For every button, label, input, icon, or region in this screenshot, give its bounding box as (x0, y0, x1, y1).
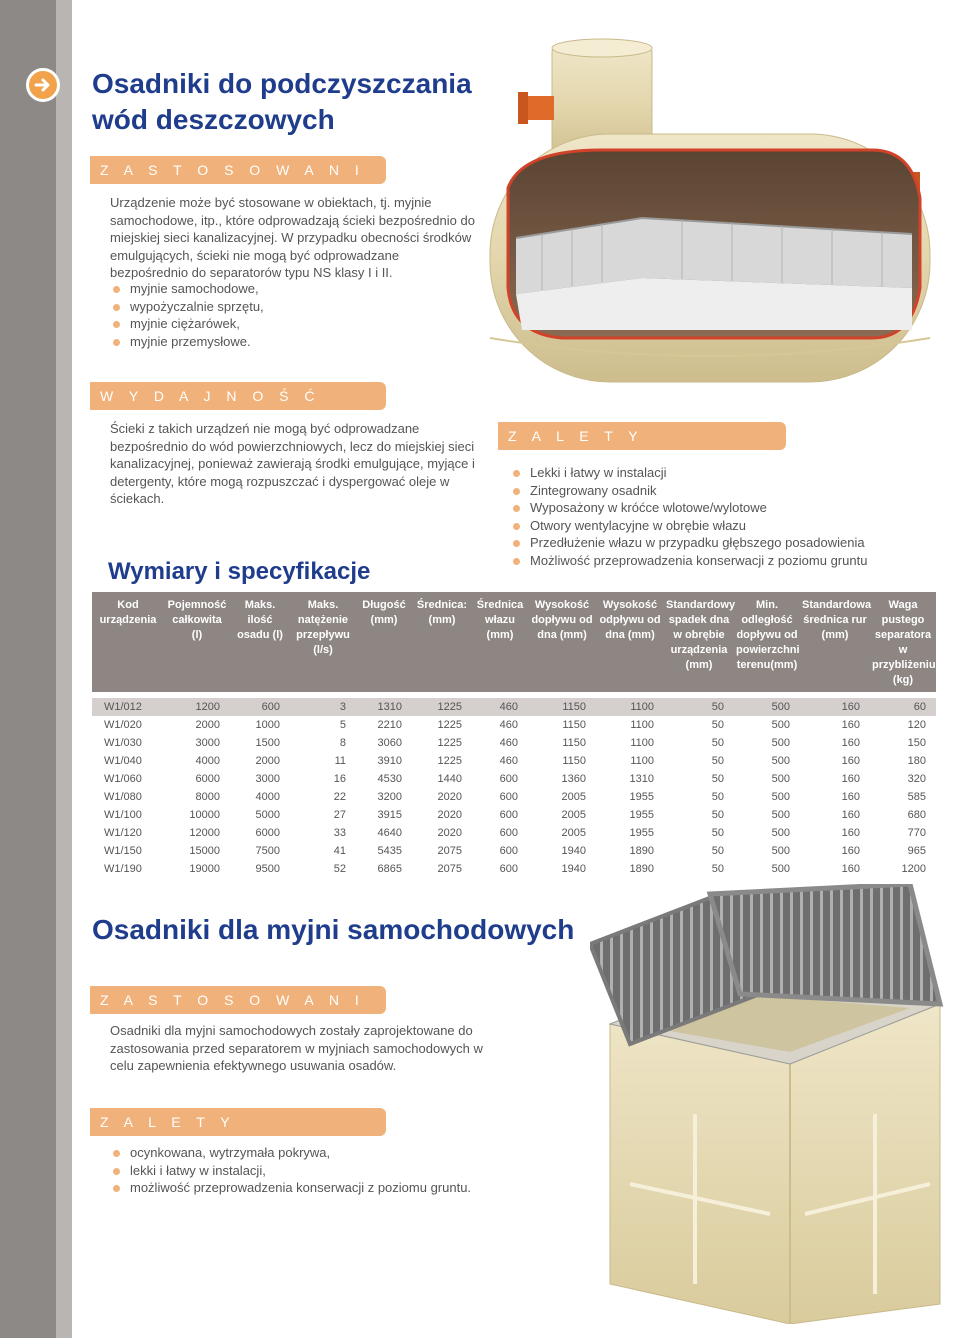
list-item: wypożyczalnie sprzętu, (110, 298, 264, 316)
table-cell: 500 (771, 791, 790, 803)
table-cell: 160 (841, 863, 860, 875)
table-cell: 1225 (437, 719, 462, 731)
table-cell: 50 (711, 845, 724, 857)
table-cell: 600 (499, 827, 518, 839)
table-cell: 160 (841, 845, 860, 857)
table-cell: W1/100 (104, 809, 142, 821)
table-cell: 3200 (377, 791, 402, 803)
table-cell: 600 (499, 791, 518, 803)
table-cell: 120 (907, 719, 926, 731)
table-cell: 41 (333, 845, 346, 857)
table-cell: 1955 (629, 791, 654, 803)
zastosowanie-text: Urządzenie może być stosowane w obiektach, tj. myjnie samochodowe, itp., które odprowadzają ścieki bezpośrednio do miejskiej sieci kanalizacyjnej. W przypadku obecności środków emulgujących, ścieki nie mogą być odprowadzane bezpośrednio do separatorów typu NS klasy I i II. (110, 195, 475, 280)
table-cell: 52 (333, 863, 346, 875)
table-cell: 12000 (189, 827, 220, 839)
table-cell: 4530 (377, 773, 402, 785)
table-row (92, 860, 936, 878)
column-header: Średnica: (mm) (412, 592, 472, 692)
table-cell: 500 (771, 755, 790, 767)
table-row (92, 824, 936, 842)
zalety2-list (110, 1144, 471, 1197)
table-cell: W1/020 (104, 719, 142, 731)
table-cell: 600 (499, 809, 518, 821)
table-cell: 6865 (377, 863, 402, 875)
table-cell: 50 (711, 737, 724, 749)
table-cell: 1200 (164, 698, 230, 716)
table-cell: 6000 (255, 827, 280, 839)
table-cell: 500 (771, 773, 790, 785)
table-cell: 500 (771, 845, 790, 857)
table-cell: 1890 (629, 863, 654, 875)
table-cell: 33 (333, 827, 346, 839)
zastosowanie2-text: Osadniki dla myjni samochodowych zostały zaprojektowane do zastosowania przed separatorem w myjniach samochodowych w celu zapewnienia efektywnego usuwania osadów. (110, 1023, 483, 1073)
table-cell: 50 (711, 791, 724, 803)
column-header: Wysokość odpływu od dna (mm) (596, 592, 664, 692)
table-cell: 160 (841, 773, 860, 785)
table-cell: 50 (664, 698, 734, 716)
table-body (92, 692, 936, 878)
column-header: Maks. ilość osadu (l) (230, 592, 290, 692)
table-cell: 3 (290, 698, 356, 716)
wydajnosc-heading: W Y D A J N O Ś Ć (90, 382, 386, 410)
table-row (92, 734, 936, 752)
table-cell: W1/060 (104, 773, 142, 785)
table-cell: 1310 (629, 773, 654, 785)
zastosowanie2-heading: Z A S T O S O W A N I E (90, 986, 386, 1014)
table-row (92, 788, 936, 806)
column-header: Waga pustego separatora w przybliżeniu (kg) (870, 592, 936, 692)
table-cell: 1890 (629, 845, 654, 857)
table-cell: 2075 (437, 845, 462, 857)
table-cell: 1940 (561, 863, 586, 875)
table-cell: 2075 (437, 863, 462, 875)
table-cell: 19000 (189, 863, 220, 875)
table-cell: 500 (771, 737, 790, 749)
table-cell: 7500 (255, 845, 280, 857)
list-item: lekki i łatwy w instalacji, (110, 1162, 471, 1180)
section2-title: Osadniki dla myjni samochodowych (92, 914, 575, 945)
table-cell: 1955 (629, 809, 654, 821)
table-cell: 965 (907, 845, 926, 857)
table-cell: 2000 (255, 755, 280, 767)
table-cell: 1500 (255, 737, 280, 749)
list-item: Otwory wentylacyjne w obrębie włazu (510, 517, 867, 535)
table-cell: 3060 (377, 737, 402, 749)
table-cell: 600 (499, 773, 518, 785)
table-cell: 1100 (630, 719, 654, 731)
table-cell: 500 (771, 809, 790, 821)
table-cell: 160 (841, 755, 860, 767)
table-cell: 1225 (412, 698, 472, 716)
table-cell: 8000 (195, 791, 220, 803)
table-cell: 500 (771, 719, 790, 731)
zastosowanie-heading: Z A S T O S O W A N I E (90, 156, 386, 184)
table-cell: 50 (711, 773, 724, 785)
table-cell: 585 (907, 791, 926, 803)
table-cell: 1100 (630, 755, 654, 767)
table-cell: W1/150 (104, 845, 142, 857)
table-cell: 8 (339, 737, 346, 749)
table-cell: 500 (771, 863, 790, 875)
table-cell: 320 (907, 773, 926, 785)
list-item: myjnie przemysłowe. (110, 333, 264, 351)
table-cell: W1/120 (104, 827, 142, 839)
table-cell: 3000 (195, 737, 220, 749)
table-cell: 2000 (195, 719, 220, 731)
list-item: Przedłużenie włazu w przypadku głębszego posadowienia (510, 534, 867, 552)
list-item: Możliwość przeprowadzenia konserwacji z poziomu gruntu (510, 552, 867, 570)
table-cell: 2005 (561, 827, 586, 839)
table-cell: 1000 (255, 719, 280, 731)
table-cell: 460 (499, 719, 518, 731)
list-item: możliwość przeprowadzenia konserwacji z poziomu gruntu. (110, 1179, 471, 1197)
table-cell: 1150 (528, 698, 596, 716)
table-cell: 160 (841, 737, 860, 749)
column-header: Wysokość dopływu od dna (mm) (528, 592, 596, 692)
table-cell: 460 (499, 755, 518, 767)
list-item: myjnie ciężarówek, (110, 315, 264, 333)
table-cell: 600 (230, 698, 290, 716)
table-cell: 2020 (437, 791, 462, 803)
table-cell: 680 (907, 809, 926, 821)
table-cell: 500 (734, 698, 800, 716)
table-cell: 5435 (377, 845, 402, 857)
table-cell: 600 (499, 863, 518, 875)
table-cell: 22 (333, 791, 346, 803)
table-cell: 770 (907, 827, 926, 839)
table-cell: 9500 (255, 863, 280, 875)
table-cell: 50 (711, 863, 724, 875)
table-cell: 4000 (195, 755, 220, 767)
arrow-right-circle-icon (26, 68, 60, 102)
list-item: Lekki i łatwy w instalacji (510, 464, 867, 482)
list-item: myjnie samochodowe, (110, 280, 264, 298)
table-row (92, 698, 936, 716)
zalety2-heading: Z A L E T Y (90, 1108, 386, 1136)
table-cell: 1360 (561, 773, 586, 785)
table-cell: 160 (800, 698, 870, 716)
table-cell: 50 (711, 719, 724, 731)
table-cell: W1/080 (104, 791, 142, 803)
table-cell: W1/030 (104, 737, 142, 749)
table-header-row (92, 592, 936, 692)
table-cell: 2020 (437, 827, 462, 839)
table-cell: 50 (711, 809, 724, 821)
table-cell: W1/040 (104, 755, 142, 767)
table-cell: 460 (472, 698, 528, 716)
table-cell: 1150 (562, 719, 586, 731)
table-cell: 3910 (377, 755, 402, 767)
table-cell: 5000 (255, 809, 280, 821)
column-header: Pojemność całkowita (l) (164, 592, 230, 692)
table-cell: 27 (333, 809, 346, 821)
tank-illustration (482, 38, 938, 390)
table-cell: W1/012 (92, 698, 164, 716)
list-item: ocynkowana, wytrzymała pokrywa, (110, 1144, 471, 1162)
wydajnosc-text: Ścieki z takich urządzeń nie mogą być odprowadzane bezpośrednio do wód powierzchniowych, lecz do miejskiej sieci kanalizacyjnej, ponieważ zawierają środki emulgujące, myjące i detergenty, które mogą rozpuszczać i dyspergować oleje w ściekach. (110, 421, 475, 506)
table-cell: 1225 (437, 755, 462, 767)
table-cell: 1100 (596, 698, 664, 716)
zalety-list (510, 464, 867, 569)
table-cell: 180 (907, 755, 926, 767)
table-cell: 160 (841, 809, 860, 821)
column-header: Min. odległość dopływu od powierzchni terenu(mm) (734, 592, 800, 692)
column-header: Standardowa średnica rur (mm) (800, 592, 870, 692)
table-row (92, 842, 936, 860)
table-cell: 3915 (377, 809, 402, 821)
spec-table (92, 592, 936, 878)
column-header: Średnica włazu (mm) (472, 592, 528, 692)
table-cell: 1150 (562, 755, 586, 767)
table-cell: 160 (841, 827, 860, 839)
table-row (92, 806, 936, 824)
table-cell: 160 (841, 791, 860, 803)
table-cell: 2005 (561, 791, 586, 803)
table-cell: 2210 (377, 719, 402, 731)
table-cell: 5 (339, 719, 346, 731)
table-cell: 6000 (195, 773, 220, 785)
table-cell: 1955 (629, 827, 654, 839)
table-cell: 60 (870, 698, 936, 716)
table-cell: 3000 (255, 773, 280, 785)
table-cell: 16 (333, 773, 346, 785)
page-title: Osadniki do podczyszczania wód deszczowych (92, 68, 472, 135)
table-cell: 1225 (437, 737, 462, 749)
specs-title: Wymiary i specyfikacje (108, 558, 371, 585)
table-cell: 1310 (356, 698, 412, 716)
table-cell: 50 (711, 827, 724, 839)
table-cell: 150 (907, 737, 926, 749)
table-cell: 160 (841, 719, 860, 731)
column-header: Kod urządzenia (92, 592, 164, 692)
zalety-heading: Z A L E T Y (498, 422, 786, 450)
table-cell: 15000 (189, 845, 220, 857)
list-item: Wyposażony w króćce wlotowe/wylotowe (510, 499, 867, 517)
grate-box-illustration (590, 884, 950, 1324)
side-strip (0, 0, 72, 1338)
column-header: Długość (mm) (356, 592, 412, 692)
table-cell: 1440 (437, 773, 462, 785)
list-item: Zintegrowany osadnik (510, 482, 867, 500)
table-cell: W1/190 (104, 863, 142, 875)
side-strip-inner (56, 0, 72, 1338)
table-cell: 460 (499, 737, 518, 749)
table-cell: 500 (771, 827, 790, 839)
table-cell: 10000 (189, 809, 220, 821)
table-row (92, 770, 936, 788)
table-cell: 600 (499, 845, 518, 857)
table-cell: 4000 (255, 791, 280, 803)
column-header: Standardowy spadek dna w obrębie urządzenia (mm) (664, 592, 734, 692)
table-row (92, 716, 936, 734)
table-cell: 50 (711, 755, 724, 767)
table-row (92, 752, 936, 770)
table-cell: 1200 (901, 863, 926, 875)
zastosowanie-list (110, 280, 264, 350)
column-header: Maks. natężenie przepływu (l/s) (290, 592, 356, 692)
table-cell: 1150 (562, 737, 586, 749)
table-cell: 2020 (437, 809, 462, 821)
table-cell: 4640 (377, 827, 402, 839)
table-cell: 1100 (630, 737, 654, 749)
table-cell: 1940 (561, 845, 586, 857)
table-cell: 2005 (561, 809, 586, 821)
table-cell: 11 (334, 755, 346, 767)
